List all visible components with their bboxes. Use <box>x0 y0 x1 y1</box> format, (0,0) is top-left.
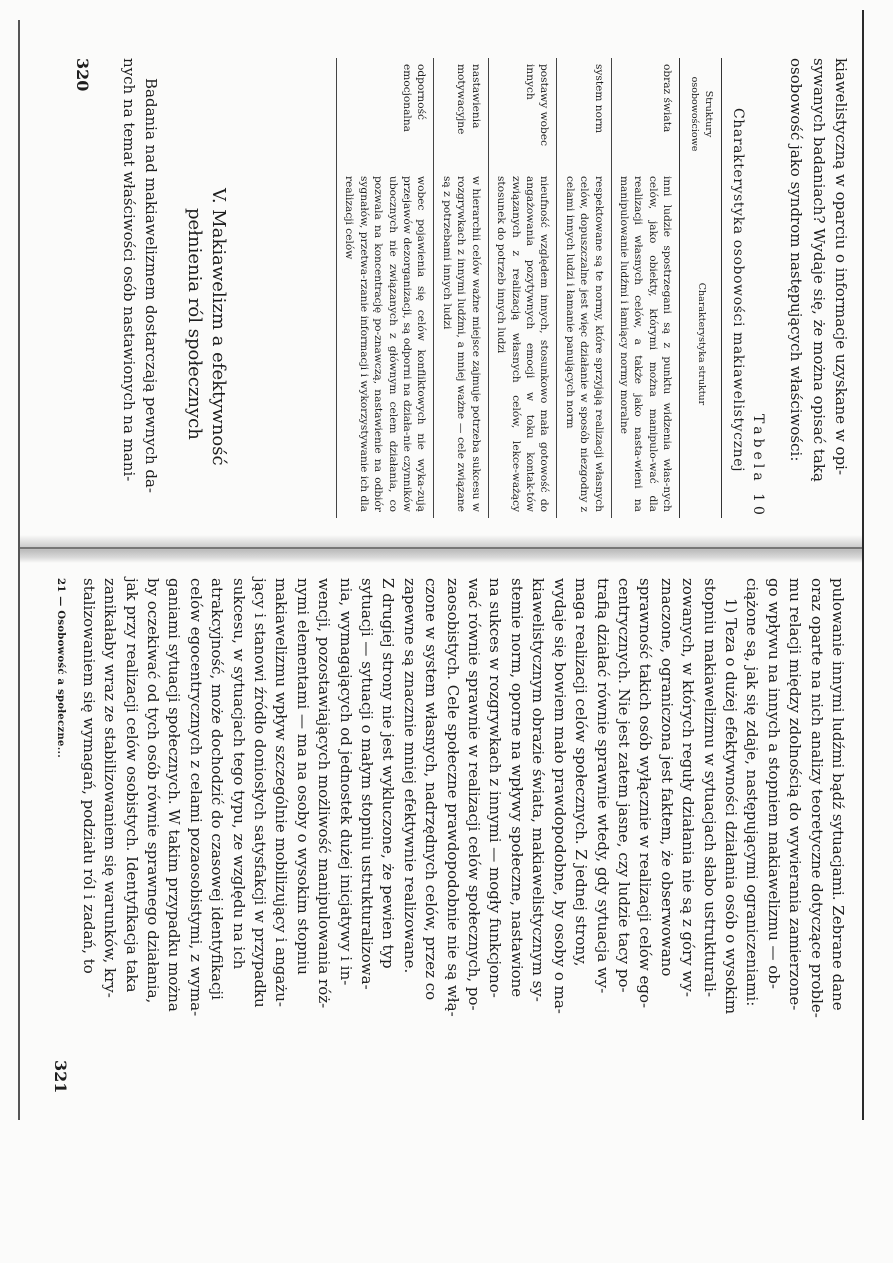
body-line: wydaje się bowiem mało prawdopodobne, by osoby o ma- <box>550 578 569 1014</box>
table-header-row <box>680 58 722 518</box>
body-line: czone w system własnych, nadrzędnych celów, przez co <box>422 578 441 1001</box>
page-number: 321 <box>51 1060 70 1094</box>
body-line: wać równie sprawnie w realizacji celów społecznych, po- <box>465 578 484 1011</box>
body-line: atrakcyjność, może dochodzić do czasowej identyfikacji <box>208 578 227 1000</box>
closing-line: Badania nad makiawelizmem dostarczają pewnych da- <box>142 78 160 493</box>
body-line: 1) Teza o dużej efektywności działania osób o wysokim <box>721 598 740 1015</box>
row-structure-name: nastawienia motywacyjne <box>434 58 488 170</box>
closing-line: nych na temat właściwości osób nastawionych na mani- <box>119 58 138 482</box>
book-gutter-shadow <box>20 535 862 563</box>
body-line: zapewne są znacznie mniej efektywnie realizowane. <box>400 578 419 974</box>
intro-line: osobowość jako syndrom następujących właściwości: <box>787 58 806 462</box>
row-description: inni ludzie spostrzegani są z punktu widzenia włas-nych celów, jako obiekty, którymi można manipulo-wać dla realizacji własnych celów, a także jako nasta-wieni na manipulowanie ludźmi i łamiący normy moralne <box>611 170 680 518</box>
table-row <box>488 58 557 518</box>
body-line: trafią działać równie sprawnie wtedy, gdy sytuacja wy- <box>593 578 612 994</box>
right-page-edge <box>862 10 864 1120</box>
page-320 <box>52 38 852 538</box>
body-line: celów egocentrycznych z celami pozaosobistymi, z wyma- <box>186 578 205 1017</box>
body-line: wencji, pozostawiających możliwość manipulowania róż- <box>315 578 334 1009</box>
row-description: w hierarchii celów ważne miejsce zajmuje potrzeba sukcesu w rozgrywkach z innymi ludźmi, a mniej ważne — cele związane są z potrzebami innych ludzi <box>434 170 488 518</box>
table-label: Tabela 10 <box>750 414 766 519</box>
row-structure-name: system norm <box>557 58 611 170</box>
body-line: stopniu makiawelizmu w sytuacjach słabo ustrukturali- <box>700 578 719 998</box>
column-header-structures: Struktury osobowościowe <box>680 58 722 170</box>
body-line: sytuacji — sytuacji o małym stopniu ustrukturalizowa- <box>358 578 377 990</box>
body-line: makiawelizmu wpływ szczególnie mobilizujący i angażu- <box>272 578 291 1007</box>
personality-table <box>336 58 722 518</box>
section-heading <box>182 188 230 466</box>
body-line: jak przy realizacji celów osobistych. Identyfikacja taka <box>122 578 141 993</box>
body-line: stemie norm, oporne na wpływy społeczne, nastawione <box>507 578 526 998</box>
intro-paragraph <box>785 58 852 518</box>
body-line: maga realizacji celów społecznych. Z jednej strony, <box>572 578 591 967</box>
intro-line: sywanych badaniach? Wydaje się, że można opisać taką <box>809 58 828 482</box>
row-structure-name: obraz świata <box>611 58 680 170</box>
body-line: ganiami sytuacji społecznych. W takim przypadku można <box>165 578 184 1012</box>
body-line: oraz oparte na nich analizy teoretyczne dotyczące proble- <box>807 578 826 1018</box>
body-line: sukcesu, w sytuacjach tego typu, ze względu na ich <box>229 578 248 970</box>
body-line: zowanych, w których reguły działania nie są z góry wy- <box>679 578 698 997</box>
table-row <box>557 58 611 518</box>
section-heading-line1: V. Makiawelizm a efektywność <box>208 188 229 466</box>
body-line: mu relacji między zdolnością do wywierania zamierzone- <box>786 578 805 1011</box>
body-line: by oczekiwać od tych osób równie sprawnego działania, <box>144 578 162 1004</box>
body-line: sprawność takich osób wyłącznie w realizacji celów ego- <box>636 578 655 1009</box>
body-line: znaczone, ograniczona jest faktem, że obserwowano <box>657 578 676 977</box>
row-description: nieufność względem innych, stosunkowo mała gotowość do angażowania pozytywnych emocji w toku kontak-tów związanych z realizacją własnych celów, lekce-ważący stosunek do potrzeb innych ludzi <box>488 170 557 518</box>
body-line: pulowanie innymi ludźmi bądź sytuacjami. Zebrane dane <box>829 578 847 1011</box>
table-row <box>611 58 680 518</box>
body-line: centrycznych. Nie jest zatem jasne, czy ludzie tacy po- <box>614 578 633 993</box>
table-title: Charakterystyka osobowości makiawelistycznej <box>730 108 746 473</box>
section-heading-line2: pełnienia ról społecznych <box>184 208 205 440</box>
row-description: wobec pojawienia się celów konfliktowych nie wyka-zują przejawów dezorganizacji, są odporni na działa-nie czynników ubocznych nie związanych z głównym celem działania, co pozwala na koncentrację po-znawczą, nastawienie na odbiór sygnałów, przetwa-rzanie informacji i wykorzystywanie ich dla realizacji celów <box>337 170 434 518</box>
body-line: jący i stanowi źródło doniosłych satysfakcji w przypadku <box>251 578 270 1008</box>
column-header-characteristics: Charakterystyka struktur <box>680 170 722 518</box>
body-line: stalizowaniem się wymagań, podziału ról i zadań, to <box>79 578 98 974</box>
book-gutter-line <box>20 547 862 549</box>
body-line: nymi elementami — ma na osoby o wysokim stopniu <box>293 578 312 975</box>
row-description: respektowane są te normy, które sprzyjają realizacji własnych celów, dopuszczalne jest więc działanie w sposób niezgodny z celami innych ludzi i łamanie panujących norm <box>557 170 611 518</box>
body-line: zanikałaby wraz ze stabilizowaniem się warunków, kry- <box>101 578 120 998</box>
table-row <box>434 58 488 518</box>
body-paragraph <box>77 578 848 1093</box>
body-line: kiawelistycznym obrazie świata, makiawelistycznym sy- <box>529 578 548 1002</box>
left-page-edge <box>18 20 20 1120</box>
body-line: na sukces w rozgrywkach z innymi — mogły funkcjono- <box>486 578 505 998</box>
body-line: Z drugiej strony nie jest wykluczone, że pewien typ <box>379 578 398 969</box>
intro-line: kiawelistyczną w oparciu o informacje uzyskane w opi- <box>832 58 850 476</box>
body-line: nia, wymagających od jednostek dużej inicjatywy i in- <box>336 578 355 986</box>
body-line: ciążone są, jak się zdaje, następującymi ograniczeniami: <box>743 578 762 1007</box>
table-row <box>337 58 434 518</box>
closing-paragraph <box>117 58 162 518</box>
body-line: zaosobistych. Cele społeczne prawdopodobnie nie są włą- <box>443 578 462 1017</box>
page-321 <box>48 578 848 1118</box>
page-number: 320 <box>73 58 92 92</box>
row-structure-name: postawy wobec innych <box>488 58 557 170</box>
row-structure-name: odporność emocjonalna <box>337 58 434 170</box>
footer-note: 21 — Osobowość a społeczne... <box>55 578 66 759</box>
body-line: go wpływu na innych a stopniem makiawelizmu — ob- <box>764 578 783 989</box>
